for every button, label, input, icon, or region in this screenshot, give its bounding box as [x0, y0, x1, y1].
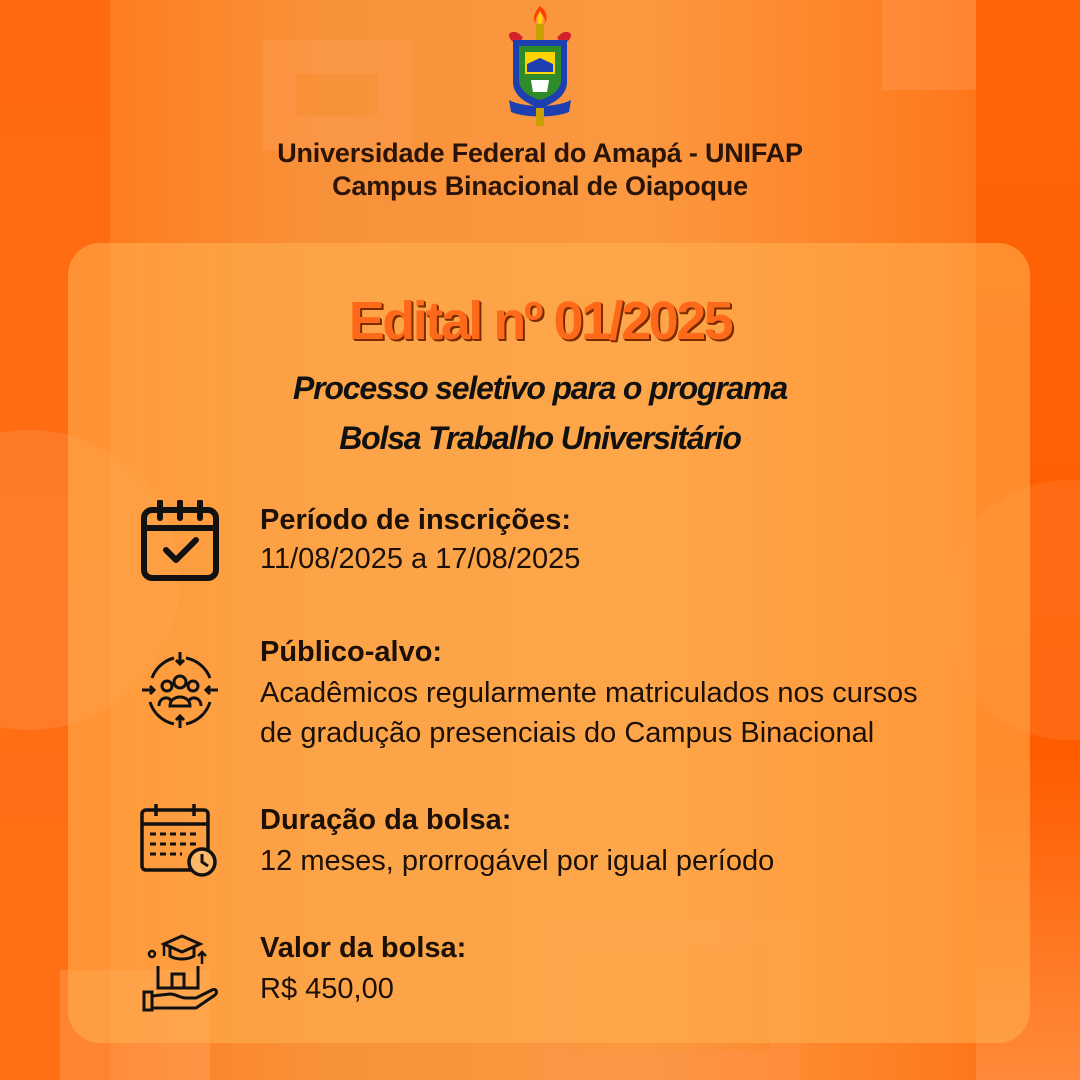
scholarship-duration-value: 12 meses, prorrogável por igual período — [260, 845, 775, 877]
target-audience-value-line-2: de gradução presenciais do Campus Binacional — [260, 717, 875, 749]
registration-period-label: Período de inscrições: — [260, 504, 572, 536]
group-cycle-icon — [138, 648, 222, 732]
scholarship-value-label: Valor da bolsa: — [260, 932, 467, 964]
bg-square — [882, 0, 976, 90]
university-name: Universidade Federal do Amapá - UNIFAP — [277, 138, 803, 168]
scholarship-value-amount: R$ 450,00 — [260, 973, 394, 1005]
target-audience-value-line-1: Acadêmicos regularmente matriculados nos cursos — [260, 677, 918, 709]
unifap-emblem-icon — [503, 4, 577, 128]
scholarship-hand-icon — [138, 930, 222, 1014]
target-audience-label: Público-alvo: — [260, 636, 443, 668]
calendar-clock-icon — [138, 800, 222, 884]
campus-name: Campus Binacional de Oiapoque — [332, 171, 748, 201]
notice-subtitle-line-2: Bolsa Trabalho Universitário — [339, 420, 741, 456]
notice-subtitle-line-1: Processo seletivo para o programa — [293, 370, 787, 406]
notice-title: Edital nº 01/2025 — [348, 291, 732, 351]
info-card — [68, 243, 1030, 1043]
bg-square-outline — [262, 40, 412, 150]
scholarship-duration-label: Duração da bolsa: — [260, 804, 512, 836]
calendar-check-icon — [138, 500, 222, 584]
registration-period-value: 11/08/2025 a 17/08/2025 — [260, 543, 581, 575]
